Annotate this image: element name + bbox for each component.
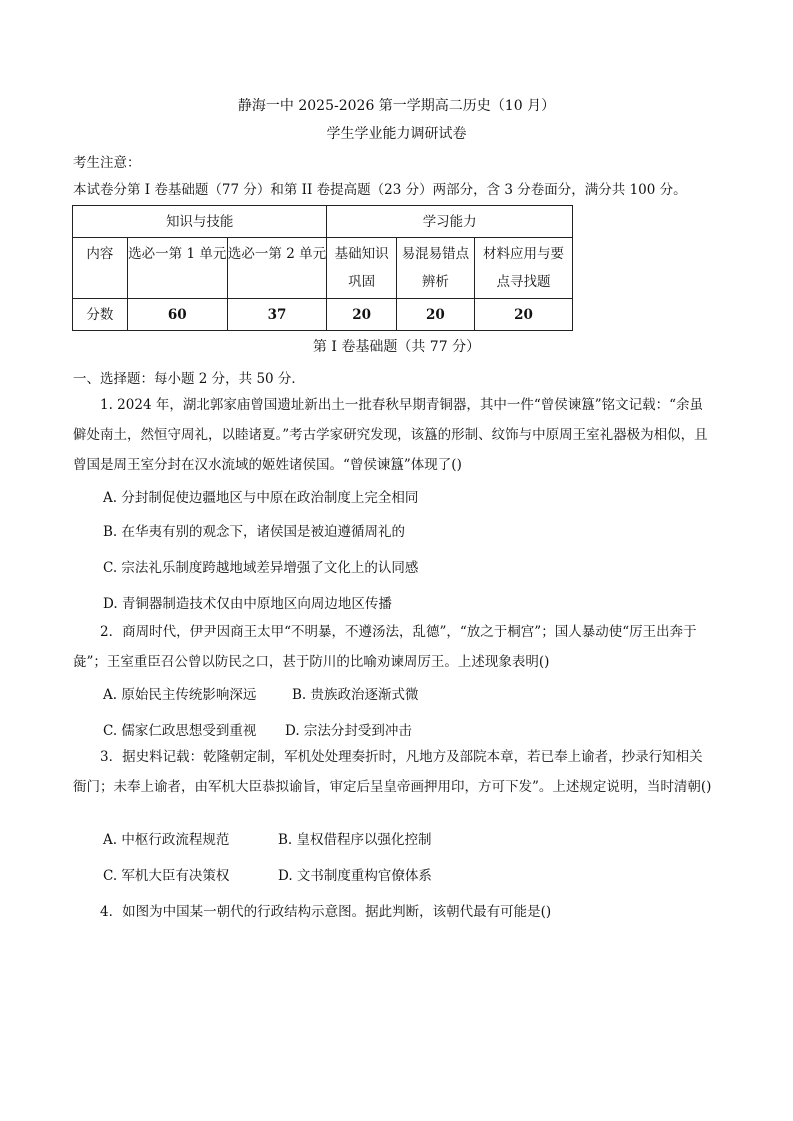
score-5: 20 — [474, 299, 572, 331]
score-2: 37 — [227, 299, 327, 331]
score-1: 60 — [127, 299, 227, 331]
row-label-score: 分数 — [73, 299, 128, 331]
col-unit-2: 选必一第 2 单元 — [227, 238, 327, 299]
q1-stem: 1. 2024 年，湖北郭家庙曾国遗址新出土一批春秋早期青铜器，其中一件“曾侯谏簋”铭文记载：“余虽僻处南土，然恒守周礼，以睦诸夏。”考古学家研究发现，该簋的形制、纹饰与中原周王室礼器极为相似，且曾国是周王室分封在汉水流域的姬姓诸侯国。“曾侯谏簋”体现了() — [73, 397, 708, 473]
q3-option-a: A. 中枢行政流程规范 — [103, 832, 230, 848]
q3-stem: 3．据史料记载：乾隆朝定制，军机处处理奏折时，凡地方及部院本章，若已奉上谕者，抄录行知相关衙门；未奉上谕者，由军机大臣恭拟谕旨，审定后呈皇帝画押用印，方可下发”。上述规定说明，当时清朝() — [73, 749, 712, 795]
score-table-header-row — [73, 206, 573, 238]
q3-option-d: D. 文书制度重构官僚体系 — [278, 868, 432, 884]
score-table-content-row — [73, 238, 573, 299]
notice-label: 考生注意： — [73, 155, 141, 171]
score-table-score-row — [73, 299, 573, 331]
notice-text: 本试卷分第 I 卷基础题（77 分）和第 II 卷提高题（23 分）两部分，含 3 分卷面分，满分共 100 分。 — [73, 182, 687, 198]
q3-option-b: B. 皇权借程序以强化控制 — [278, 832, 432, 848]
q1-option-c: C. 宗法礼乐制度跨越地域差异增强了文化上的认同感 — [103, 560, 419, 576]
section-title: 第 I 卷基础题（共 77 分） — [312, 339, 481, 355]
q2-option-d: D. 宗法分封受到冲击 — [285, 723, 412, 739]
group-learning-ability: 学习能力 — [327, 206, 573, 238]
q1-option-d: D. 青铜器制造技术仅由中原地区向周边地区传播 — [103, 596, 392, 612]
q4-stem: 4．如图为中国某一朝代的行政结构示意图。据此判断，该朝代最有可能是() — [100, 904, 552, 920]
col-confusing: 易混易错点辨析 — [396, 238, 474, 299]
score-table — [72, 205, 573, 331]
col-material: 材料应用与要点寻找题 — [474, 238, 572, 299]
q2-option-c: C. 儒家仁政思想受到重视 — [103, 723, 257, 739]
score-3: 20 — [327, 299, 397, 331]
q1-option-a: A. 分封制促使边疆地区与中原在政治制度上完全相同 — [103, 490, 419, 506]
q2-option-b: B. 贵族政治逐渐式微 — [292, 687, 419, 703]
col-unit-1: 选必一第 1 单元 — [127, 238, 227, 299]
row-label-content: 内容 — [73, 238, 128, 299]
q2-stem: 2．商周时代，伊尹因商王太甲“不明暴，不遵汤法，乱德”，“放之于桐宫”；国人暴动使“厉王出奔于彘”；王室重臣召公曾以防民之口，甚于防川的比喻劝谏周厉王。上述现象表明() — [73, 624, 697, 670]
part-one-heading: 一、选择题：每小题 2 分，共 50 分． — [73, 371, 305, 387]
exam-subtitle: 学生学业能力调研试卷 — [326, 126, 467, 142]
q3-option-c: C. 军机大臣有决策权 — [103, 868, 230, 884]
q1-option-b: B. 在华夷有别的观念下，诸侯国是被迫遵循周礼的 — [103, 524, 406, 540]
score-4: 20 — [396, 299, 474, 331]
group-knowledge-skill: 知识与技能 — [73, 206, 327, 238]
col-basic: 基础知识巩固 — [327, 238, 397, 299]
exam-title: 静海一中 2025-2026 第一学期高二历史（10 月） — [237, 98, 556, 114]
q2-option-a: A. 原始民主传统影响深远 — [103, 687, 257, 703]
